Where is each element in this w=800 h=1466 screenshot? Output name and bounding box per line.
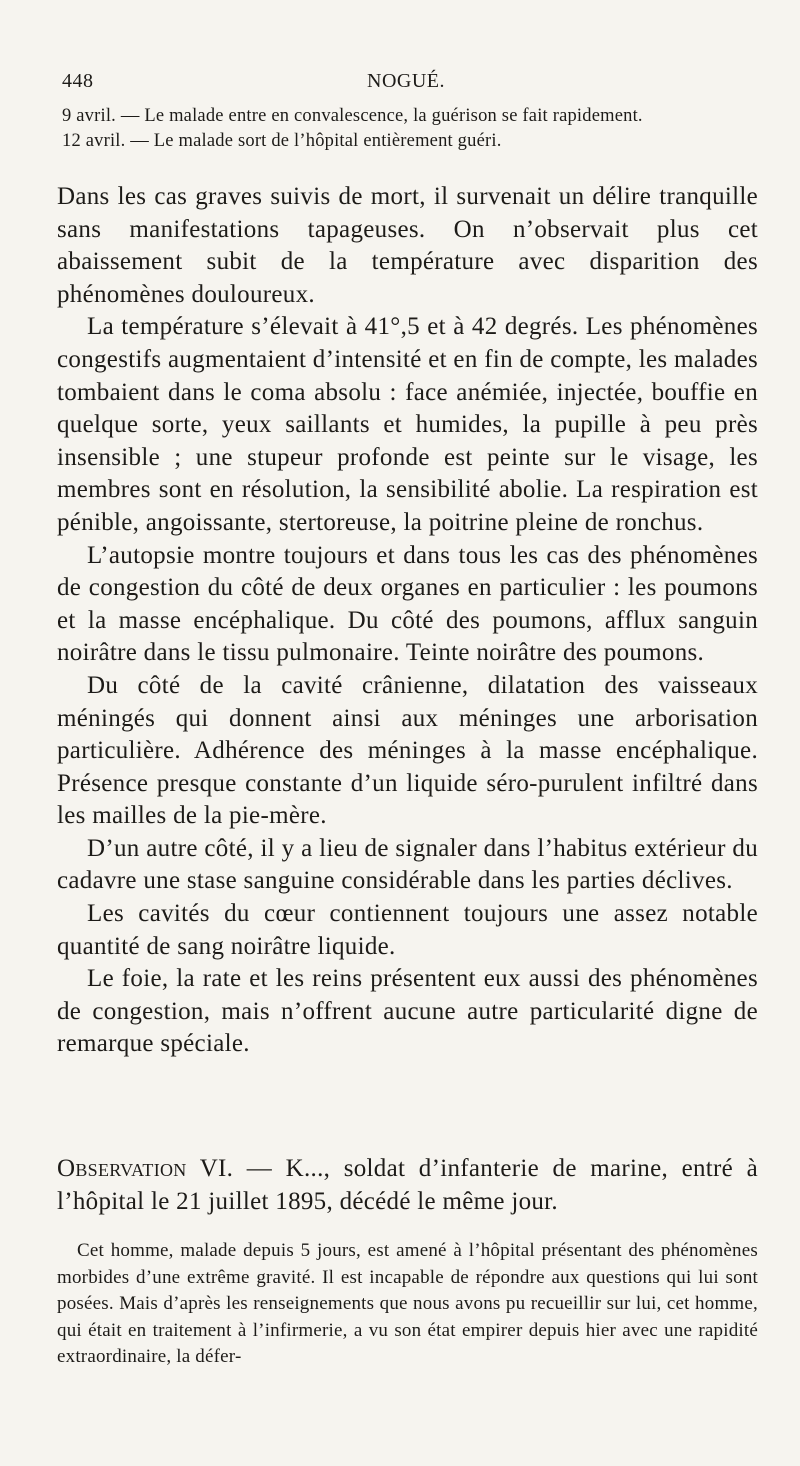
paragraph: Le foie, la rate et les reins présentent eux aussi des phénomènes de congestion, mais n’offrent aucune autre particularité digne de remarque spéciale. [57,965,758,1058]
paragraph: Du côté de la cavité crânienne, dilatation des vaisseaux méningés qui donnent ainsi aux méninges une arborisation particulière. Adhérence des méninges à la masse encéphalique. Présence presque constante d’un liquide séro-purulent infiltré dans les mailles de la pie-mère. [57,671,758,830]
paragraph: La température s’élevait à 41°,5 et à 42 degrés. Les phénomènes congestifs augmentaient d’intensité et en fin de compte, les malades tombaient dans le coma absolu : face anémiée, injectée, bouffie en quelque sorte, yeux saillants et humides, la pupille à peu près insensible ; une stupeur profonde est peinte sur le visage, les membres sont en résolution, la sensibilité abolie. La respiration est pénible, angoissante, stertoreuse, la poitrine pleine de ronchus. [57,313,758,536]
observation-heading [57,1152,758,1218]
paragraph: D’un autre côté, il y a lieu de signaler dans l’habitus extérieur du cadavre une stase sanguine considérable dans les parties déclives. [57,834,758,895]
paragraph: Dans les cas graves suivis de mort, il survenait un délire tranquille sans manifestations tapageuses. On n’observait plus cet abaissement subit de la température avec disparition des phénomènes douloureux. [57,183,758,308]
journal-entry: 9 avril. — Le malade entre en convalescence, la guérison se fait rapidement. [62,106,643,126]
case-report [57,1238,758,1371]
running-title: NOGUÉ. [367,70,445,92]
observation-label: Observation VI. [57,1155,234,1182]
case-paragraph: Cet homme, malade depuis 5 jours, est amené à l’hôpital présentant des phénomènes morbides d’une extrême gravité. Il est incapable de répondre aux questions qui lui sont posées. Mais d’après les renseignements que nous avons pu recueillir sur lui, cet homme, qui était en traitement à l’infirmerie, a vu son état empirer depuis hier avec une rapidité extraordinaire, la défer- [57,1240,758,1367]
paragraph: Les cavités du cœur contiennent toujours une assez notable quantité de sang noirâtre liquide. [57,900,758,960]
running-head [62,70,750,100]
clinical-journal [62,104,750,154]
page-number: 448 [62,70,94,92]
body-text [57,181,758,1061]
paragraph: L’autopsie montre toujours et dans tous les cas des phénomènes de congestion du côté de deux organes en particulier : les poumons et la masse encéphalique. Du côté des poumons, afflux sanguin noirâtre dans le tissu pulmonaire. Teinte noirâtre des poumons. [57,541,758,667]
observation-text: — K..., soldat d’infanterie de marine, entré à l’hôpital le 21 juillet 1895, décédé le même jour. [57,1155,758,1215]
observation-line [57,1152,758,1218]
journal-entry: 12 avril. — Le malade sort de l’hôpital entièrement guéri. [62,131,502,151]
